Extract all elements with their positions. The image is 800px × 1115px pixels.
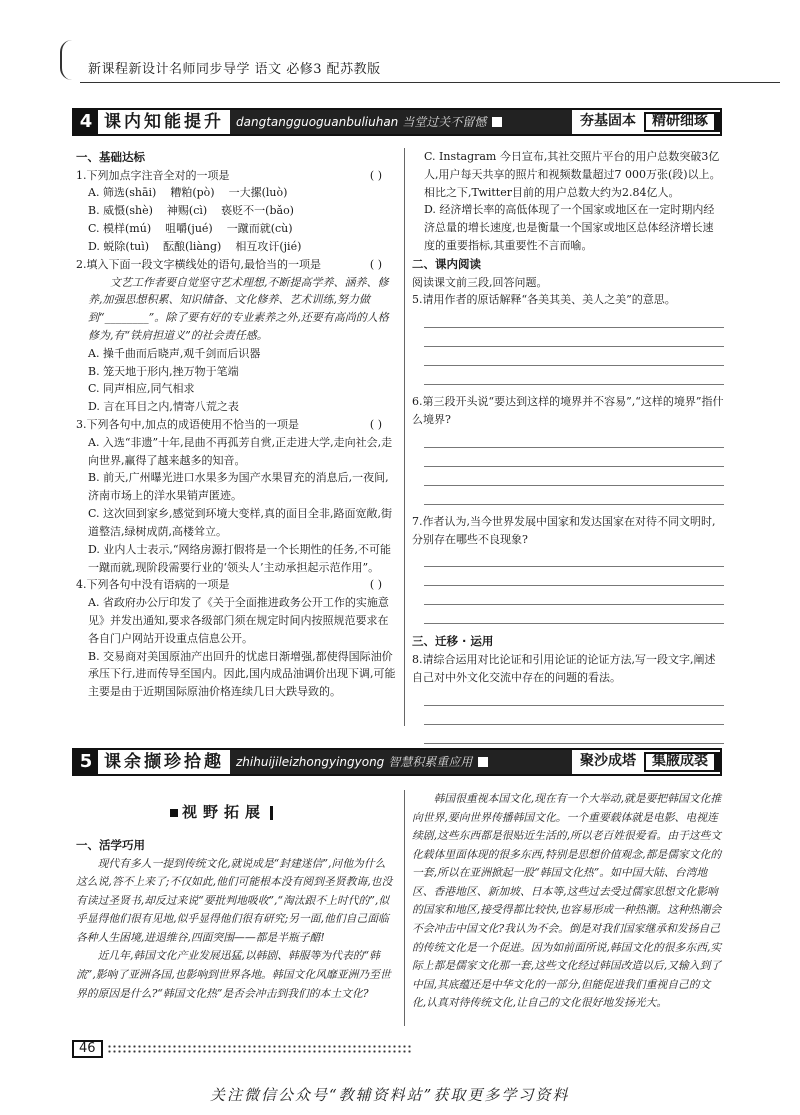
heading-apply: 一、活学巧用: [76, 838, 145, 852]
q1-option-c: [76, 220, 396, 238]
heading-basic: 一、基础达标: [76, 150, 145, 164]
answer-paren: ( ): [369, 418, 382, 431]
square-icon: [492, 117, 502, 127]
q1-c-2: 咀嚼(jué): [165, 222, 213, 236]
header-curl-decoration: [60, 40, 74, 80]
section-title: 课余撷珍拾趣: [98, 750, 230, 774]
section-slogan: 智慧积累重应用: [388, 754, 473, 769]
heading-reading: 二、课内阅读: [412, 256, 481, 271]
q1-d-2: 酝酿(liàng): [163, 239, 222, 253]
question-1: [76, 167, 396, 185]
q1-b-2: 神赐(cì): [166, 204, 208, 218]
question-6: 6.第三段开头说“要达到这样的境界并不容易”,“这样的境界”指什么境界?: [412, 395, 724, 426]
q1-b-3: 亵贬不一(bǎo): [221, 204, 294, 218]
q1-d-3: 相互攻讦(jié): [235, 239, 302, 253]
vision-heading: [170, 802, 290, 824]
q1-a-3: 一大摞(luò): [228, 186, 288, 200]
q2-option-c: C. 同声相应,同气相求: [88, 382, 195, 396]
section-phrase-1: 夯基固本: [572, 110, 644, 134]
section-pinyin: zhihuijileizhongyingyong: [236, 754, 385, 769]
q2-passage: 文艺工作者要自觉坚守艺术理想,不断提高学养、涵养、修养,加强思想积累、知识储备、文化修养、艺术训练,努力做到“________”。除了要有好的专业素养之外,还要有高尚的人格修为,有“铁肩担道义”的社会责任感。: [88, 275, 389, 342]
section-slogan: 当堂过关不留憾: [402, 114, 487, 129]
right-column: [412, 148, 724, 744]
answer-line[interactable]: [424, 548, 724, 567]
answer-line[interactable]: [424, 467, 724, 486]
answer-line[interactable]: [424, 309, 724, 328]
answer-line[interactable]: [424, 486, 724, 505]
q1-b-1: B. 威慑(shè): [88, 204, 153, 218]
answer-line[interactable]: [424, 567, 724, 586]
section-phrase-2: 精研细琢: [644, 112, 720, 132]
square-icon: [478, 757, 488, 767]
q3-option-a: A. 入选“非遗”十年,昆曲不再孤芳自赏,正走进大学,走向社会,走向世界,赢得了越来越多的知音。: [88, 435, 393, 467]
heading-transfer: 三、迁移 · 运用: [412, 634, 494, 649]
answer-line[interactable]: [424, 586, 724, 605]
answer-line[interactable]: [424, 448, 724, 467]
question-2: [76, 256, 396, 274]
bar-icon: [270, 806, 273, 820]
section-phrase-2: 集腋成裘: [644, 752, 720, 772]
question-2-text: 2.填入下面一段文字横线处的语句,最恰当的一项是: [76, 257, 321, 271]
question-3-text: 3.下列各句中,加点的成语使用不恰当的一项是: [76, 418, 299, 431]
header-rule: [80, 82, 780, 83]
q1-option-d: [76, 238, 396, 256]
section-pinyin: dangtangguoguanbuliuhan: [236, 114, 399, 129]
q4-option-b: B. 交易商对美国原油产出回升的忧虑日渐增强,都使得国际油价承压下行,进而传导至国内。因此,国内成品油调价出现下调,可能主要是由于近期国际原油价格连续几日大跌导致的。: [88, 649, 396, 699]
essay-paragraph: 现代有多人一提到传统文化,就说成是“封建迷信”,问他为什么这么说,答不上来了;不仅如此,他们可能根本没有阅到圣贤教诲,也没有读过圣贤书,却反过来说“要批判地吸收”,“淘汰跟不上时代的”,似乎显得他们很有见地,似乎显得他们很有研究;另一面,他们自己面临各种人生困境,进退维谷,四面突围——都是半瓶子醋!: [76, 856, 393, 944]
book-title: 新课程新设计名师同步导学 语文 必修3 配苏教版: [88, 62, 381, 77]
essay-paragraph: 韩国很重视本国文化,现在有一个大举动,就是要把韩国文化推向世界,要向世界传播韩国文化。一个重要载体就是电影、电视连续剧,这些东西都是很贴近生活的,所以老百姓很爱看。由于这些文化载体里面体现的很多东西,特别是思想价值观念,都是儒家文化的一套,所以在亚洲掀起一股“韩国文化热”。如中国大陆、台湾地区、香港地区、新加坡、日本等,这些过去受过儒家思想文化影响的国家和地区,接受得都比较快,也容易形成一种热潮。这种热潮会不会冲击中国文化?我认为不会。倒是对我们国家继承和发扬自己的传统文化是一个促进。因为如前面所说,韩国文化的很多东西,实际上都是儒家文化那一套,这些文化经过韩国改造以后,又输入到了中国,其底蕴还是中华文化的一部分,但能促进我们重视自己的文化,认真对待传统文化,让自己的文化很好地发扬光大。: [412, 792, 722, 1010]
vision-title: 视野拓展: [182, 803, 267, 822]
answer-line[interactable]: [424, 687, 724, 706]
q4-option-d: D. 经济增长率的高低体现了一个国家或地区在一定时期内经济总量的增长速度,也是衡量一个国家或地区总体经济增长速度的重要指标,其重要性不言而喻。: [424, 203, 715, 253]
page-footer: [72, 1040, 412, 1058]
q4-option-a: A. 省政府办公厅印发了《关于全面推进政务公开工作的实施意见》并发出通知,要求各级部门须在规定时间内按照规范要求在各自门户网站开设重点信息公开。: [88, 596, 389, 645]
answer-line[interactable]: [424, 366, 724, 385]
answer-line[interactable]: [424, 429, 724, 448]
section-4-banner: [72, 108, 722, 136]
section-phrase-1: 聚沙成塔: [572, 750, 644, 774]
question-4: [76, 576, 396, 594]
square-icon: [170, 809, 178, 817]
answer-line[interactable]: [424, 706, 724, 725]
q1-option-b: [76, 202, 396, 220]
answer-line[interactable]: [424, 605, 724, 624]
section-title: 课内知能提升: [98, 110, 230, 134]
answer-paren: ( ): [369, 578, 382, 592]
q4-option-c: C. Instagram 今日宣布,其社交照片平台的用户总数突破3亿人,用户每天共享的照片和视频数量超过7 000万张(段)以上。相比之下,Twitter目前的用户总数大约为2.84亿人。: [424, 150, 721, 199]
q1-c-3: 一蹴而就(cù): [226, 222, 293, 236]
essay-paragraph: 近几年,韩国文化产业发展迅猛,以韩剧、韩服等为代表的“韩流”,影响了亚洲各国,也影响到世界各地。韩国文化风靡亚洲乃至世界的原因是什么?“韩国文化热”是否会冲击到我们的本土文化?: [76, 949, 391, 1000]
column-divider: [404, 790, 405, 1026]
q3-option-c: C. 这次回到家乡,感觉到环境大变样,真的面目全非,路面宽敞,街道整洁,绿树成荫,高楼耸立。: [88, 507, 393, 538]
q1-c-1: C. 模样(mú): [88, 222, 152, 236]
answer-paren: ( ): [369, 257, 382, 271]
footer-note: 关注微信公众号“教辅资料站”获取更多学习资料: [210, 1086, 570, 1104]
question-1-text: 1.下列加点字注音全对的一项是: [76, 168, 230, 182]
reading-intro: 阅读课文前三段,回答问题。: [412, 275, 548, 289]
q1-d-1: D. 蜕除(tuì): [88, 239, 150, 253]
section-pinyin-band: [230, 750, 572, 774]
question-3: [76, 416, 396, 434]
bottom-right-column: [412, 790, 724, 1013]
section-pinyin-band: [230, 110, 572, 134]
answer-line[interactable]: [424, 328, 724, 347]
q2-option-b: B. 笼天地于形内,挫万物于笔端: [88, 364, 239, 378]
q3-option-b: B. 前天,广州曝光进口水果多为国产水果冒充的消息后,一夜间,济南市场上的洋水果销声匿迹。: [88, 471, 389, 503]
question-8: 8.请综合运用对比论证和引用论证的论证方法,写一段文字,阐述自己对中外文化交流中存在的问题的看法。: [412, 653, 716, 684]
answer-line[interactable]: [424, 347, 724, 366]
bottom-left-column: [76, 836, 396, 1003]
question-7: 7.作者认为,当今世界发展中国家和发达国家在对待不同文明时,分别存在哪些不良现象?: [412, 514, 716, 546]
question-4-text: 4.下列各句中没有语病的一项是: [76, 578, 230, 592]
answer-paren: ( ): [369, 168, 382, 182]
section-number: 5: [74, 750, 98, 774]
q2-option-d: D. 言在耳目之内,情寄八荒之表: [88, 400, 239, 414]
section-5-banner: [72, 748, 722, 776]
section-number: 4: [74, 110, 98, 134]
left-column: [76, 148, 396, 701]
running-header: [60, 40, 760, 80]
column-divider: [404, 148, 405, 726]
q2-option-a: A. 操千曲而后晓声,观千剑而后识器: [88, 346, 261, 360]
q1-a-2: 糟粕(pò): [170, 186, 215, 200]
answer-line[interactable]: [424, 725, 724, 744]
question-5: 5.请用作者的原话解释“各美其美、美人之美”的意思。: [412, 293, 676, 307]
q3-option-d: D. 业内人士表示,“网络房源打假将是一个长期性的任务,不可能一蹴而就,现阶段需要行业的‘领头人’主动承担起示范作用”。: [88, 542, 392, 574]
dotted-decoration: [107, 1044, 412, 1054]
page-number: 46: [72, 1040, 103, 1058]
q1-option-a: [76, 184, 396, 202]
q1-a-1: A. 筛选(shāi): [88, 186, 157, 200]
